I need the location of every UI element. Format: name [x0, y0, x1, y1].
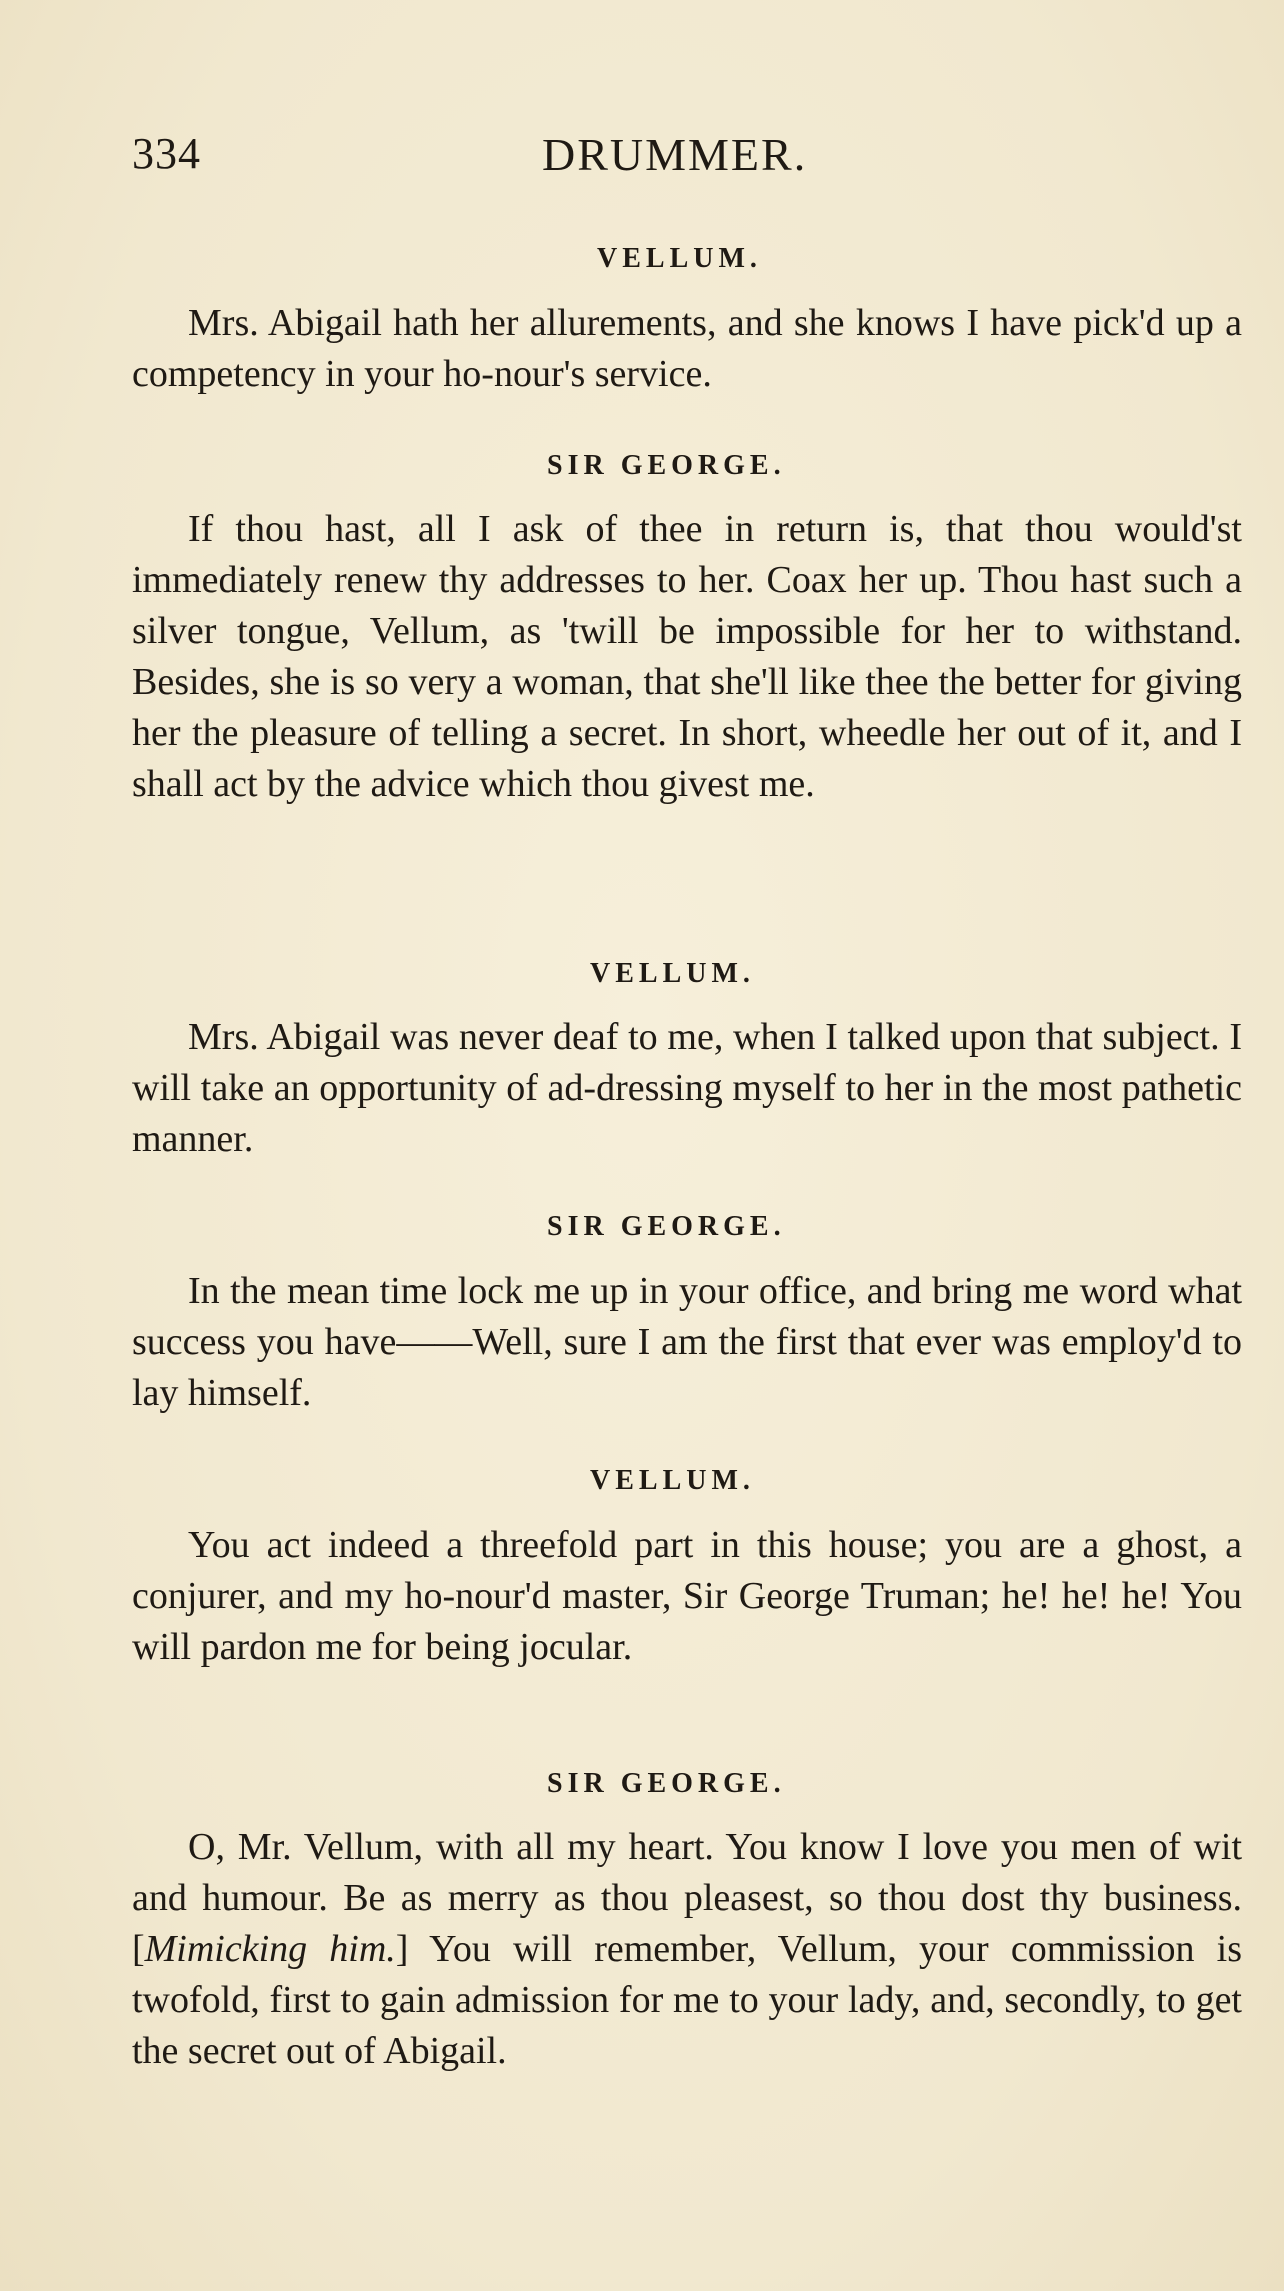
- speech-text: O, Mr. Vellum, with all my heart. You know I love you men of wit and humour. Be as merry as thou pleasest, so thou dost thy business. [: [132, 1826, 1242, 1970]
- stage-direction: Mimicking him.: [144, 1928, 396, 1970]
- speech-text: Mrs. Abigail hath her allurements, and she knows I have pick'd up a competency in your ho-nour's service.: [132, 302, 1242, 395]
- speech-text: You act indeed a threefold part in this house; you are a ghost, a conjurer, and my ho-nour'd master, Sir George Truman; he! he! he! You will pardon me for being jocular.: [132, 1524, 1242, 1668]
- speech-paragraph: [132, 504, 1242, 810]
- page-number: 334: [132, 129, 201, 178]
- running-head: [132, 128, 1152, 188]
- speech-text: In the mean time lock me up in your office, and bring me word what success you have——Well, sure I am the first that ever was employ'd to lay himself.: [132, 1270, 1242, 1414]
- speech-paragraph: [132, 1822, 1242, 2077]
- speaker-name: SIR GEORGE.: [547, 1211, 786, 1242]
- speaker-name: SIR GEORGE.: [547, 450, 786, 481]
- speech-paragraph: [132, 298, 1242, 400]
- speaker-name: SIR GEORGE.: [547, 1768, 786, 1799]
- speech-paragraph: [132, 1266, 1242, 1419]
- speech-text: Mrs. Abigail was never deaf to me, when I talked upon that subject. I will take an opportunity of ad-dressing myself to her in the most pathetic manner.: [132, 1016, 1242, 1160]
- speech-paragraph: [132, 1520, 1242, 1673]
- speaker-name: VELLUM.: [590, 1465, 755, 1496]
- speech-paragraph: [132, 1012, 1242, 1165]
- speaker-name: VELLUM.: [597, 243, 762, 274]
- speaker-name: VELLUM.: [590, 958, 755, 989]
- running-title: DRUMMER.: [542, 129, 808, 180]
- speech-text: ] You will remember, Vellum, your commission is twofold, first to gain admission for me to your lady, and, secondly, to get the secret out of Abigail.: [132, 1928, 1242, 2072]
- speech-text: If thou hast, all I ask of thee in return is, that thou would'st immediately renew thy addresses to her. Coax her up. Thou hast such a silver tongue, Vellum, as 'twill be impossible for her to withstand. Besides, she is so very a woman, that she'll like thee the better for giving her the pleasure of telling a secret. In short, wheedle her out of it, and I shall act by the advice which thou givest me.: [132, 508, 1242, 805]
